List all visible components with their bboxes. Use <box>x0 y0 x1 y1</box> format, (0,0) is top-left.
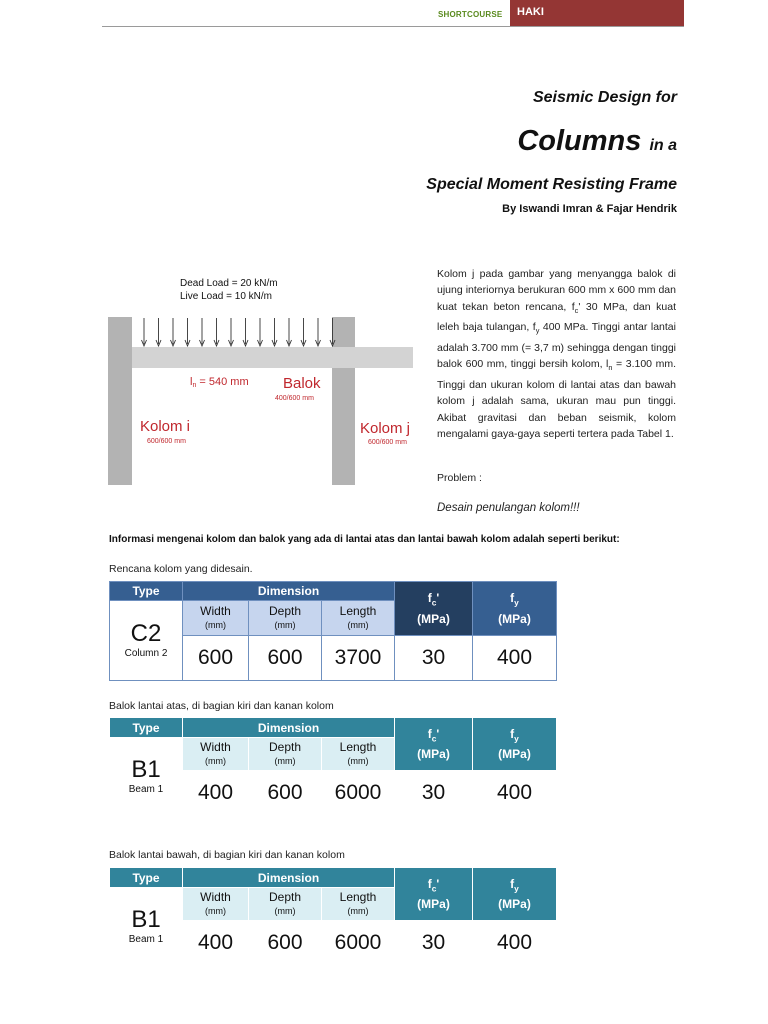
depth-header: Depth (mm) <box>249 888 322 921</box>
dimension-header: Dimension <box>183 718 395 738</box>
fc-header: $f_c'$ (MPa) <box>395 718 473 771</box>
live-load-label: Live Load = 10 kN/m <box>180 291 272 302</box>
value-fc: 30 <box>395 771 473 816</box>
kolom-j-size: 600/600 mm <box>368 439 407 446</box>
table1-caption: Rencana kolom yang didesain. <box>109 563 253 575</box>
type-header: Type <box>110 718 183 738</box>
value-length: 6000 <box>322 771 395 816</box>
value-depth: 600 <box>249 771 322 816</box>
title-line1: Seismic Design for <box>532 89 677 106</box>
value-fc: 30 <box>395 636 473 681</box>
fy-header: $f_y$ (MPa) <box>473 582 557 636</box>
fc-header: $f_c'$ (MPa) <box>395 582 473 636</box>
title-main-suffix: in a <box>649 137 677 154</box>
kolom-i-label: Kolom i <box>140 418 191 435</box>
title-authors: By Iswandi Imran & Fajar Hendrik <box>502 203 677 215</box>
value-depth: 600 <box>249 636 322 681</box>
dimension-header: Dimension <box>183 582 395 601</box>
kolom-i-size: 600/600 mm <box>147 438 186 445</box>
type-code: B1 <box>131 906 161 933</box>
dead-load-label: Dead Load = 20 kN/m <box>180 278 278 289</box>
type-header: Type <box>110 868 183 888</box>
depth-header: Depth (mm) <box>249 738 322 771</box>
type-desc: Column 2 <box>124 648 168 659</box>
title-main-word: Columns <box>517 125 642 157</box>
length-header: Length (mm) <box>322 888 395 921</box>
kolom-j-label: Kolom j <box>360 420 411 437</box>
type-cell <box>110 738 183 816</box>
type-header: Type <box>110 582 183 601</box>
title-main <box>517 125 677 158</box>
fc-header: $f_c'$ (MPa) <box>395 868 473 921</box>
fy-header: $f_y$ (MPa) <box>473 868 557 921</box>
table2-caption: Balok lantai atas, di bagian kiri dan kanan kolom <box>109 700 334 712</box>
header-brand: HAKI <box>517 6 544 18</box>
type-cell <box>110 601 183 681</box>
value-fy: 400 <box>473 636 557 681</box>
type-desc: Beam 1 <box>128 784 164 795</box>
width-header: Width (mm) <box>183 601 249 636</box>
table3-caption: Balok lantai bawah, di bagian kiri dan kanan kolom <box>109 849 345 861</box>
problem-description: Kolom j pada gambar yang menyangga balok di ujung interiornya berukuran 600 mm x 600 mm dan kuat tekan beton rencana, $f_c'$ 30 MPa, dan kuat leleh baja tulangan, $f_y$ 400 MPa. Tinggi antar lantai adalah 3.700 mm (= 3,7 m) sehingga dengan tinggi balok 600 mm, tinggi bersih kolom, $l_n = 3.100$ mm. Tinggi dan ukuran kolom di lantai atas dan bawah kolom j adalah sama, ukuran mau pun tinggi. Akibat gravitasi dan beban seismik, kolom mengalami gaya-gaya seperti tertera pada Tabel 1. <box>437 268 676 440</box>
value-length: 6000 <box>322 921 395 966</box>
header-brand-box <box>510 0 684 26</box>
ln-label: ln = 540 mm <box>190 376 249 389</box>
value-length: 3700 <box>322 636 395 681</box>
balok-label: Balok <box>283 375 321 392</box>
fy-header: $f_y$ (MPa) <box>473 718 557 771</box>
info-heading: Informasi mengenai kolom dan balok yang ada di lantai atas dan lantai bawah kolom adalah seperti berikut: <box>109 534 620 545</box>
type-code: B1 <box>131 756 161 783</box>
type-cell <box>110 888 183 966</box>
value-width: 400 <box>183 921 249 966</box>
width-header: Width (mm) <box>183 888 249 921</box>
column-table <box>109 581 557 681</box>
header-rule <box>102 26 684 27</box>
kolom-i-shape <box>108 317 132 485</box>
depth-header: Depth (mm) <box>249 601 322 636</box>
problem-task: Desain penulangan kolom!!! <box>437 502 580 514</box>
balok-shape <box>132 347 413 368</box>
value-fy: 400 <box>473 771 557 816</box>
problem-label: Problem : <box>437 472 482 484</box>
value-fc: 30 <box>395 921 473 966</box>
value-width: 600 <box>183 636 249 681</box>
kolom-j-shape <box>332 317 355 485</box>
lower-beam-table <box>109 867 557 966</box>
upper-beam-table <box>109 717 557 816</box>
width-header: Width (mm) <box>183 738 249 771</box>
frame-diagram <box>105 270 417 490</box>
value-depth: 600 <box>249 921 322 966</box>
title-line3: Special Moment Resisting Frame <box>426 176 677 193</box>
dimension-header: Dimension <box>183 868 395 888</box>
length-header: Length (mm) <box>322 601 395 636</box>
type-desc: Beam 1 <box>128 934 164 945</box>
header-shortcourse: SHORTCOURSE <box>438 10 503 19</box>
value-fy: 400 <box>473 921 557 966</box>
balok-size: 400/600 mm <box>275 395 314 402</box>
load-arrows <box>142 318 336 346</box>
type-code: C2 <box>130 620 162 647</box>
length-header: Length (mm) <box>322 738 395 771</box>
value-width: 400 <box>183 771 249 816</box>
